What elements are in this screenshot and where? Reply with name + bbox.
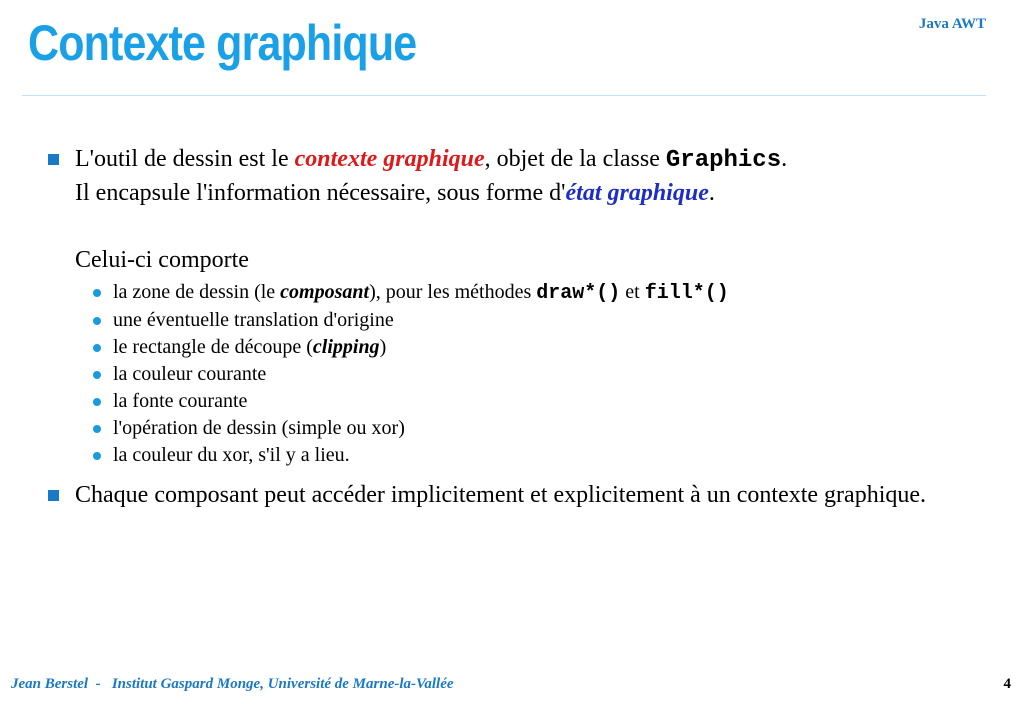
code-graphics: Graphics xyxy=(665,147,782,174)
sub-bullet-clipping xyxy=(93,334,977,361)
footer-author: Jean Berstel - Institut Gaspard Monge, Université de Marne-la-Vallée xyxy=(11,676,454,692)
square-bullet-icon xyxy=(48,490,59,501)
text-fragment: Il encapsule l'information nécessaire, sous forme d' xyxy=(75,180,566,206)
page-number: 4 xyxy=(1003,676,1011,692)
term-contexte-graphique: contexte graphique xyxy=(294,146,485,172)
round-bullet-icon xyxy=(93,289,101,297)
sub-bullet-operation xyxy=(93,415,977,442)
text-fragment: la fonte courante xyxy=(113,390,248,412)
text-fragment: la couleur du xor, s'il y a lieu. xyxy=(113,444,350,466)
code-fill: fill*() xyxy=(644,282,729,305)
term-etat-graphique: état graphique xyxy=(565,180,709,206)
bullet-composant-acces xyxy=(47,479,977,512)
bullet-graphics-context xyxy=(47,143,977,469)
term-composant: composant xyxy=(280,281,370,303)
text-fragment: . xyxy=(708,180,715,206)
bullet-line-2 xyxy=(75,177,977,210)
square-bullet-icon xyxy=(48,154,59,165)
sub-bullet-translation xyxy=(93,307,977,334)
round-bullet-icon xyxy=(93,398,101,406)
slide-content xyxy=(47,143,977,512)
bullet-text: Chaque composant peut accéder implicitement et explicitement à un contexte graphique. xyxy=(75,482,927,508)
sub-bullet-zone-dessin xyxy=(93,279,977,307)
title-divider xyxy=(22,95,986,96)
bullet-line-3: Celui-ci comporte xyxy=(75,247,249,273)
sub-bullet-list xyxy=(75,279,977,469)
text-fragment: l'opération de dessin (simple ou xor) xyxy=(113,417,405,439)
text-fragment: la zone de dessin (le xyxy=(113,281,281,303)
round-bullet-icon xyxy=(93,317,101,325)
sub-bullet-fonte xyxy=(93,388,977,415)
text-fragment: le rectangle de découpe ( xyxy=(113,336,313,358)
text-fragment: , objet de la classe xyxy=(484,146,666,172)
paragraph-gap xyxy=(75,210,977,244)
text-fragment: . xyxy=(781,146,788,172)
text-fragment: la couleur courante xyxy=(113,363,267,385)
text-fragment: et xyxy=(620,281,645,303)
round-bullet-icon xyxy=(93,371,101,379)
slide-title: Contexte graphique xyxy=(28,15,417,71)
header-tag: Java AWT xyxy=(918,16,986,32)
sub-bullet-couleur xyxy=(93,361,977,388)
term-clipping: clipping xyxy=(312,336,380,358)
text-fragment: L'outil de dessin est le xyxy=(75,146,295,172)
text-fragment: ), pour les méthodes xyxy=(369,281,537,303)
sub-bullet-xor xyxy=(93,442,977,469)
bullet-line-1 xyxy=(75,143,977,177)
round-bullet-icon xyxy=(93,452,101,460)
text-fragment: ) xyxy=(379,336,387,358)
round-bullet-icon xyxy=(93,425,101,433)
round-bullet-icon xyxy=(93,344,101,352)
text-fragment: une éventuelle translation d'origine xyxy=(113,309,394,331)
code-draw: draw*() xyxy=(536,282,621,305)
